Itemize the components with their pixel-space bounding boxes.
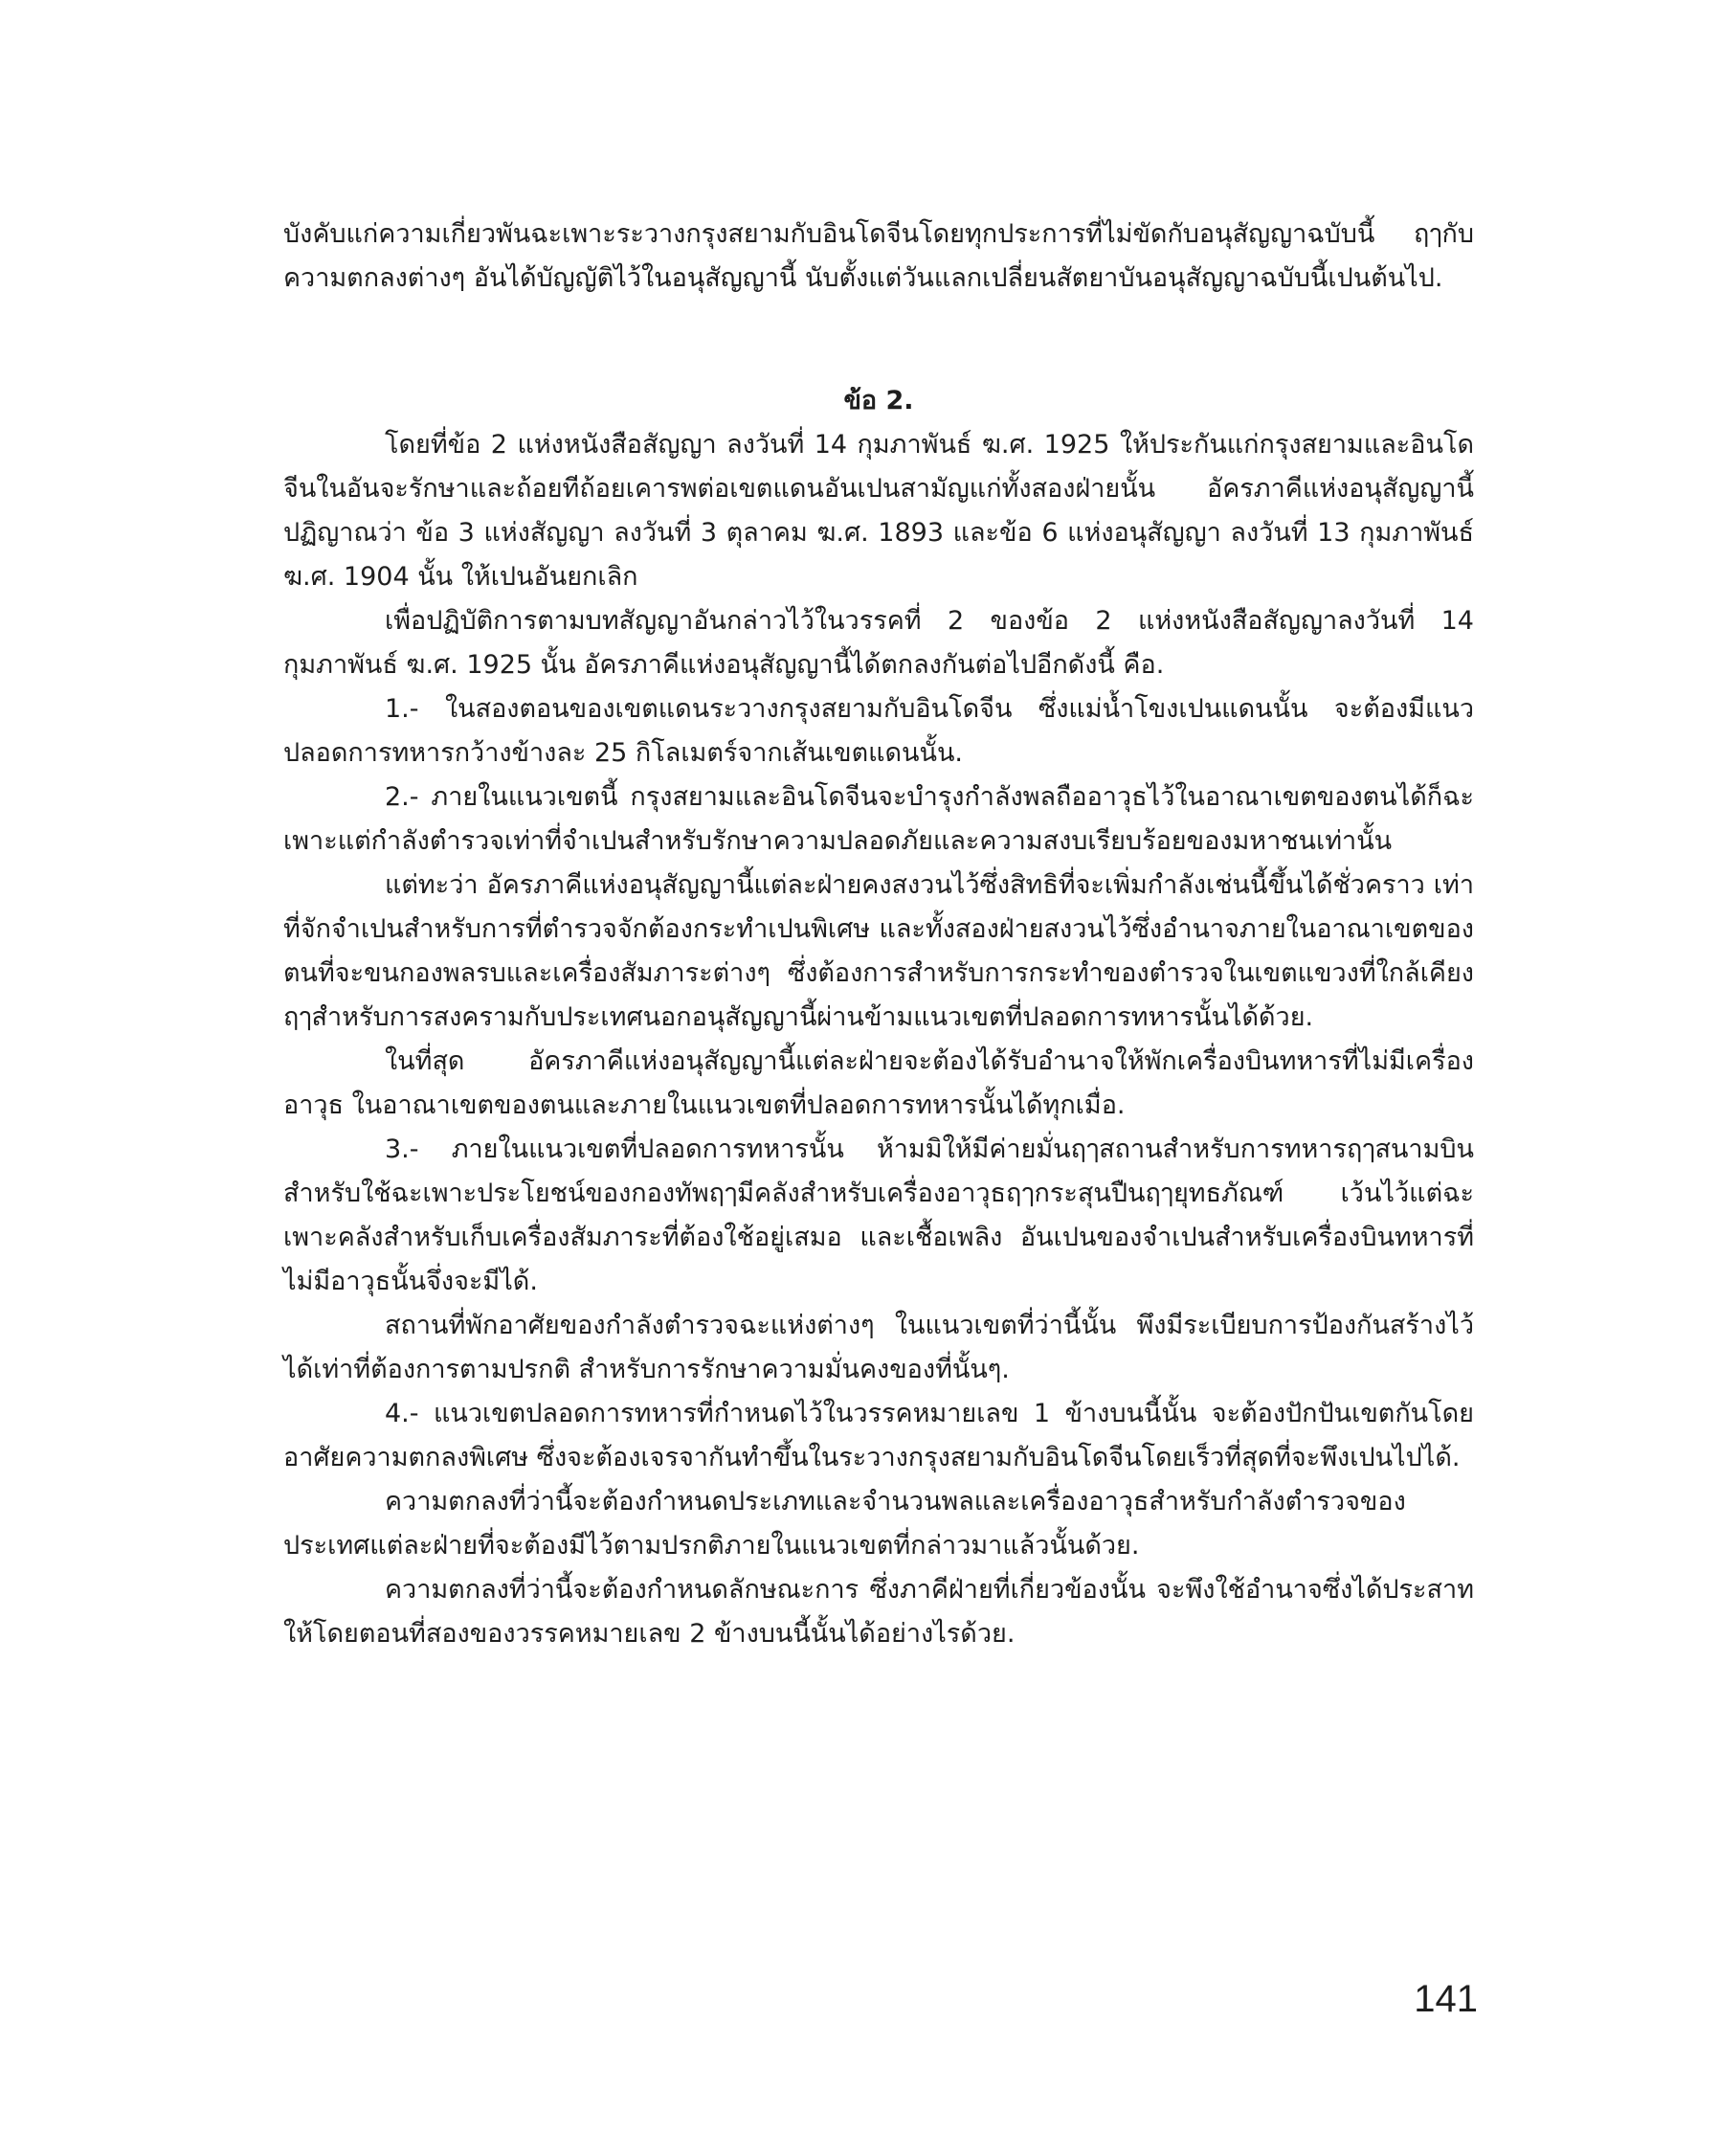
paragraph: 1.- ในสองตอนของเขตแดนระวางกรุงสยามกับอินโดจีน ซึ่งแม่น้ำโขงเปนแดนนั้น จะต้องมีแนวปลอดการทหารกว้างข้างละ 25 กิโลเมตร์จากเส้นเขตแดนนั้น.: [283, 694, 1474, 768]
opening-paragraph: บังคับแก่ความเกี่ยวพันฉะเพาะระวางกรุงสยามกับอินโดจีนโดยทุกประการที่ไม่ขัดกับอนุสัญญาฉบับนี้ ฤๅกับความตกลงต่างๆ อันได้บัญญัติไว้ในอนุสัญญานี้ นับตั้งแต่วันแลกเปลี่ยนสัตยาบันอนุสัญญาฉบับนี้เปนต้นไป.: [283, 219, 1474, 293]
paragraph: แต่ทะว่า อัครภาคีแห่งอนุสัญญานี้แต่ละฝ่ายคงสงวนไว้ซึ่งสิทธิที่จะเพิ่มกำลังเช่นนี้ขึ้นได้ชั่วคราว เท่าที่จักจำเปนสำหรับการที่ตำรวจจักต้องกระทำเปนพิเศษ และทั้งสองฝ่ายสงวนไว้ซึ่งอำนาจภายในอาณาเขตของตนที่จะขนกองพลรบและเครื่องสัมภาระต่างๆ ซึ่งต้องการสำหรับการกระทำของตำรวจในเขตแขวงที่ใกล้เคียง ฤๅสำหรับการสงครามกับประเทศนอกอนุสัญญานี้ผ่านข้ามแนวเขตที่ปลอดการทหารนั้นได้ด้วย.: [283, 870, 1474, 1032]
paragraph: โดยที่ข้อ 2 แห่งหนังสือสัญญา ลงวันที่ 14 กุมภาพันธ์ ฆ.ศ. 1925 ให้ประกันแก่กรุงสยามและอินโดจีนในอันจะรักษาและถ้อยทีถ้อยเคารพต่อเขตแดนอันเปนสามัญแก่ทั้งสองฝ่ายนั้น อัครภาคีแห่งอนุสัญญานี้ปฏิญาณว่า ข้อ 3 แห่งสัญญา ลงวันที่ 3 ตุลาคม ฆ.ศ. 1893 และข้อ 6 แห่งอนุสัญญา ลงวันที่ 13 กุมภาพันธ์ ฆ.ศ. 1904 นั้น ให้เปนอันยกเลิก: [283, 430, 1474, 592]
paragraph: ความตกลงที่ว่านี้จะต้องกำหนดประเภทและจำนวนพลและเครื่องอาวุธสำหรับกำลังตำรวจของประเทศแต่ละฝ่ายที่จะต้องมีไว้ตามปรกติภายในแนวเขตที่กล่าวมาแล้วนั้นด้วย.: [283, 1487, 1406, 1561]
article-heading: ข้อ 2.: [843, 386, 914, 415]
paragraph: ในที่สุด อัครภาคีแห่งอนุสัญญานี้แต่ละฝ่ายจะต้องได้รับอำนาจให้พักเครื่องบินทหารที่ไม่มีเครื่องอาวุธ ในอาณาเขตของตนและภายในแนวเขตที่ปลอดการทหารนั้นได้ทุกเมื่อ.: [283, 1046, 1474, 1120]
paragraph: ความตกลงที่ว่านี้จะต้องกำหนดลักษณะการ ซึ่งภาคีฝ่ายที่เกี่ยวข้องนั้น จะพึงใช้อำนาจซึ่งได้ประสาทให้โดยตอนที่สองของวรรคหมายเลข 2 ข้างบนนี้นั้นได้อย่างไรด้วย.: [283, 1575, 1474, 1649]
paragraph: 3.- ภายในแนวเขตที่ปลอดการทหารนั้น ห้ามมิให้มีค่ายมั่นฤๅสถานสำหรับการทหารฤๅสนามบินสำหรับใช้ฉะเพาะประโยชน์ของกองทัพฤๅมีคลังสำหรับเครื่องอาวุธฤๅกระสุนปืนฤๅยุทธภัณฑ์ เว้นไว้แต่ฉะเพาะคลังสำหรับเก็บเครื่องสัมภาระที่ต้องใช้อยู่เสมอ และเชื้อเพลิง อันเปนของจำเปนสำหรับเครื่องบินทหารที่ไม่มีอาวุธนั้นจึ่งจะมีได้.: [283, 1134, 1474, 1296]
paragraph: สถานที่พักอาศัยของกำลังตำรวจฉะแห่งต่างๆ ในแนวเขตที่ว่านี้นั้น พึงมีระเบียบการป้องกันสร้างไว้ได้เท่าที่ต้องการตามปรกติ สำหรับการรักษาความมั่นคงของที่นั้นๆ.: [283, 1311, 1474, 1384]
paragraph: เพื่อปฏิบัติการตามบทสัญญาอันกล่าวไว้ในวรรคที่ 2 ของข้อ 2 แห่งหนังสือสัญญาลงวันที่ 14 กุมภาพันธ์ ฆ.ศ. 1925 นั้น อัครภาคีแห่งอนุสัญญานี้ได้ตกลงกันต่อไปอีกดังนี้ คือ.: [283, 606, 1474, 680]
page-number: 141: [1414, 1978, 1478, 2020]
paragraph: 4.- แนวเขตปลอดการทหารที่กำหนดไว้ในวรรคหมายเลข 1 ข้างบนนี้นั้น จะต้องปักปันเขตกันโดยอาศัยความตกลงพิเศษ ซึ่งจะต้องเจรจากันทำขึ้นในระวางกรุงสยามกับอินโดจีนโดยเร็วที่สุดที่จะพึงเปนไปได้.: [283, 1399, 1474, 1472]
paragraph: 2.- ภายในแนวเขตนี้ กรุงสยามและอินโดจีนจะบำรุงกำลังพลถืออาวุธไว้ในอาณาเขตของตนได้ก็ฉะเพาะแต่กำลังตำรวจเท่าที่จำเปนสำหรับรักษาความปลอดภัยและความสงบเรียบร้อยของมหาชนเท่านั้น: [283, 782, 1474, 856]
body-text: [283, 213, 1474, 1656]
